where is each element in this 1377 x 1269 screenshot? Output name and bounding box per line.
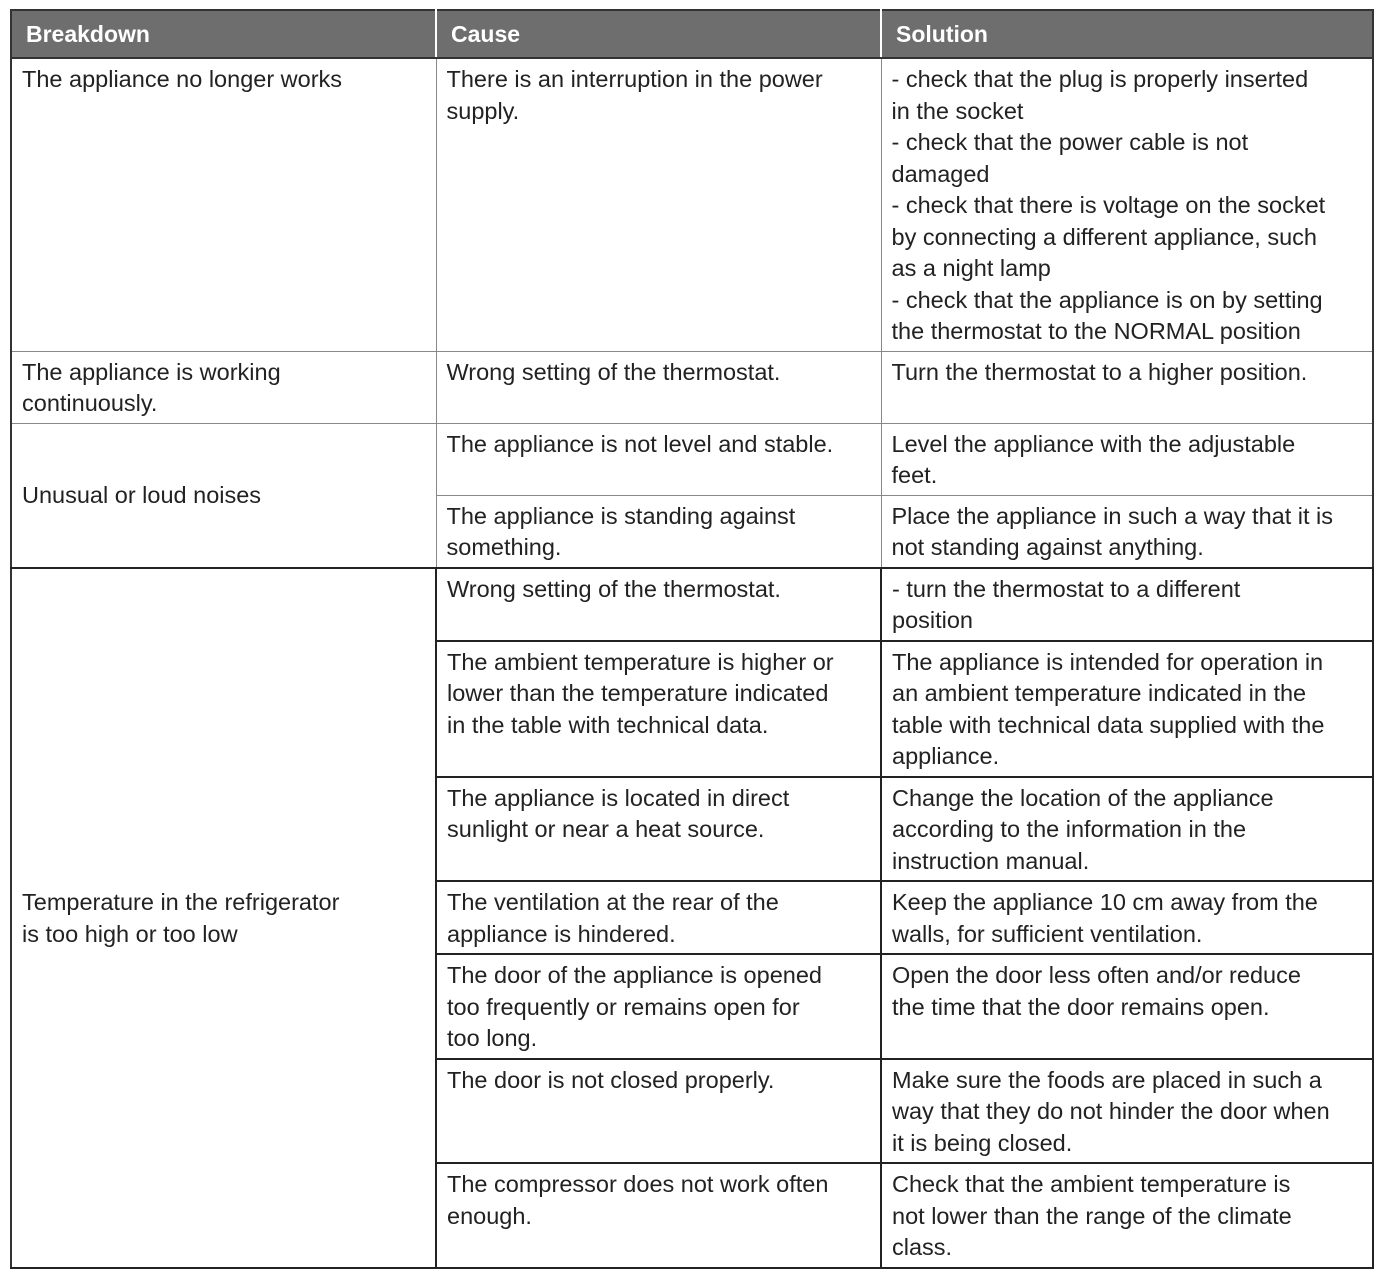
cause-cell: Wrong setting of the thermostat.: [436, 568, 881, 641]
header-row: [11, 10, 1373, 58]
breakdown-cell: Temperature in the refrigerator is too high or too low: [11, 568, 436, 1268]
cause-cell: The appliance is not level and stable.: [436, 423, 881, 495]
table-row: [11, 568, 1373, 641]
solution-cell: The appliance is intended for operation in an ambient temperature indicated in the table with technical data supplied with the appliance.: [881, 641, 1373, 777]
table-row: [11, 58, 1373, 351]
cause-cell: The appliance is located in direct sunlight or near a heat source.: [436, 777, 881, 882]
solution-cell: Turn the thermostat to a higher position.: [881, 351, 1373, 423]
table-row: [11, 351, 1373, 423]
breakdown-cell: Unusual or loud noises: [11, 423, 436, 568]
solution-cell: Level the appliance with the adjustable feet.: [881, 423, 1373, 495]
solution-cell: Check that the ambient temperature is not lower than the range of the climate class.: [881, 1163, 1373, 1268]
cause-cell: There is an interruption in the power supply.: [436, 58, 881, 351]
cause-cell: Wrong setting of the thermostat.: [436, 351, 881, 423]
troubleshooting-table: [10, 9, 1374, 1269]
cause-cell: The ventilation at the rear of the appliance is hindered.: [436, 881, 881, 954]
header-solution: Solution: [881, 10, 1373, 58]
solution-cell: Keep the appliance 10 cm away from the walls, for sufficient ventilation.: [881, 881, 1373, 954]
solution-cell: - check that the plug is properly inserted in the socket - check that the power cable is not damaged - check that there is voltage on the socket by connecting a different appliance, such as a night lamp - check that the appliance is on by setting the thermostat to the NORMAL position: [881, 58, 1373, 351]
table-row: [11, 423, 1373, 495]
header-breakdown: Breakdown: [11, 10, 436, 58]
breakdown-cell: The appliance no longer works: [11, 58, 436, 351]
solution-cell: Open the door less often and/or reduce the time that the door remains open.: [881, 954, 1373, 1059]
solution-cell: - turn the thermostat to a different position: [881, 568, 1373, 641]
solution-cell: Change the location of the appliance according to the information in the instruction manual.: [881, 777, 1373, 882]
header-cause: Cause: [436, 10, 881, 58]
cause-cell: The ambient temperature is higher or lower than the temperature indicated in the table with technical data.: [436, 641, 881, 777]
cause-cell: The appliance is standing against something.: [436, 495, 881, 568]
solution-cell: Place the appliance in such a way that it is not standing against anything.: [881, 495, 1373, 568]
cause-cell: The door of the appliance is opened too frequently or remains open for too long.: [436, 954, 881, 1059]
cause-cell: The door is not closed properly.: [436, 1059, 881, 1164]
breakdown-cell: The appliance is working continuously.: [11, 351, 436, 423]
solution-cell: Make sure the foods are placed in such a way that they do not hinder the door when it is being closed.: [881, 1059, 1373, 1164]
cause-cell: The compressor does not work often enough.: [436, 1163, 881, 1268]
